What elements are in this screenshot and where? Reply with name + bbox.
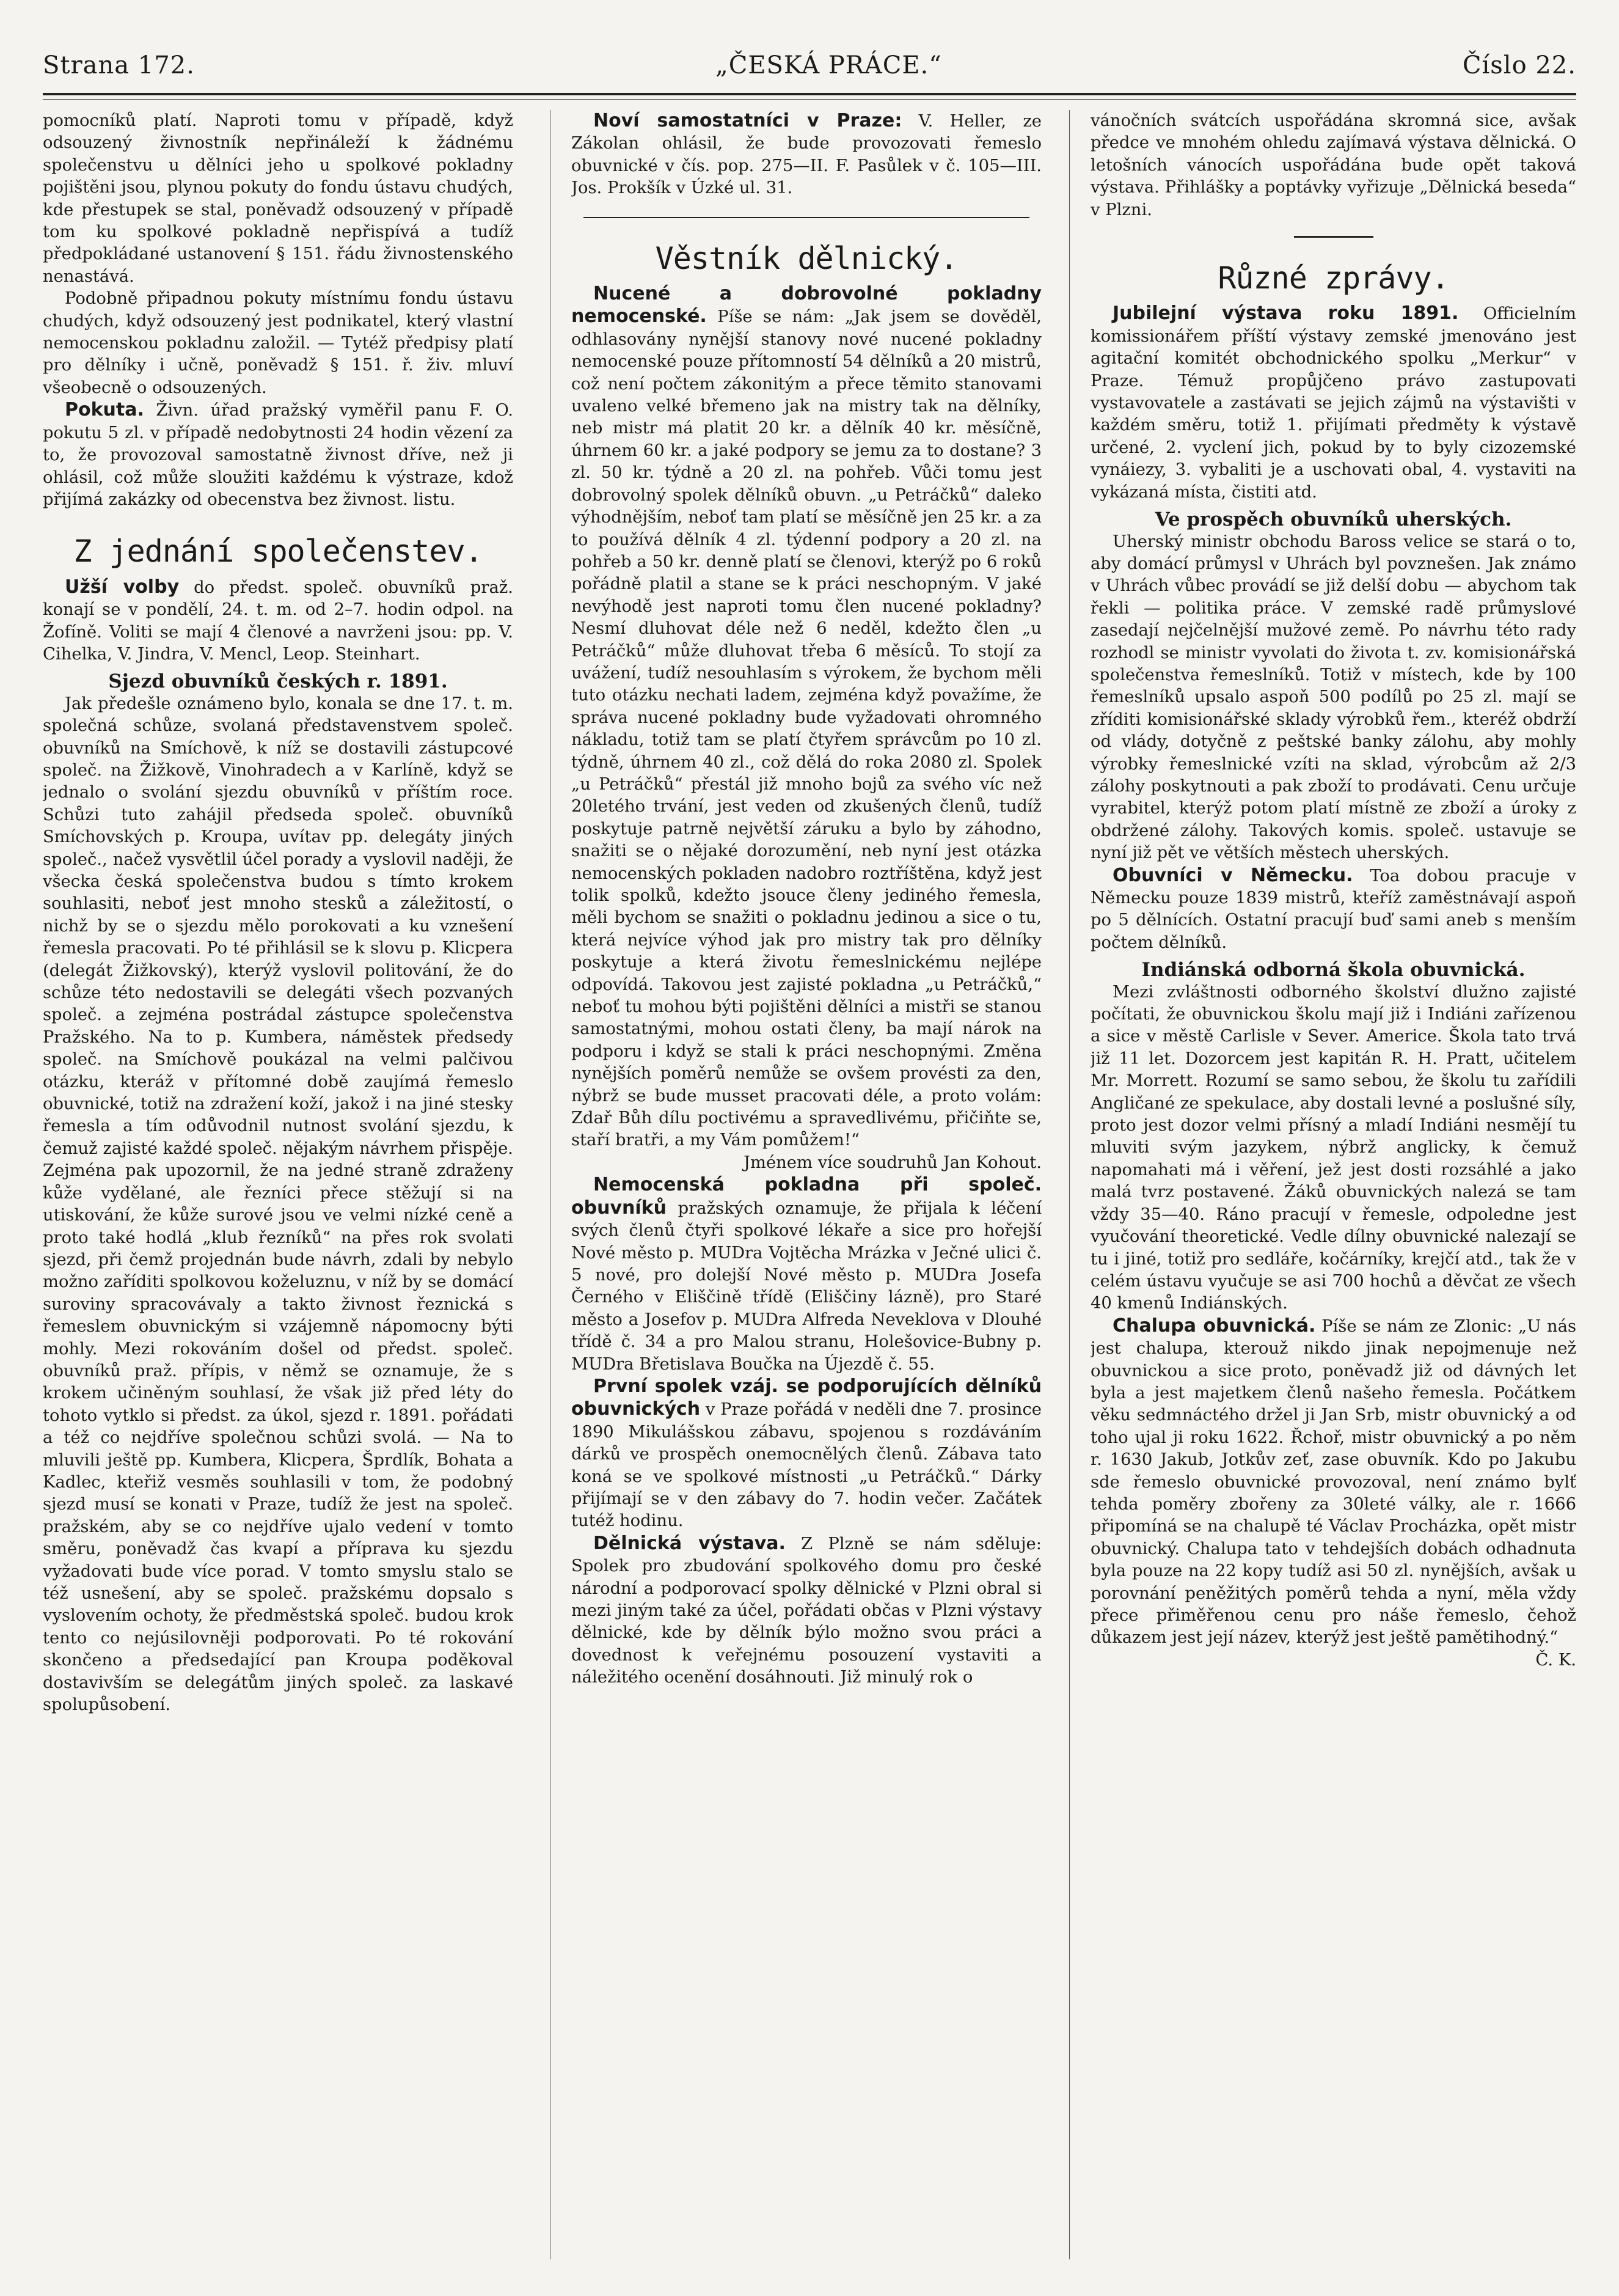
article-nemocenska-pokladna xyxy=(571,1174,1042,1376)
article-heading: Obuvníci v Německu. xyxy=(1113,864,1353,886)
article-pokuta xyxy=(43,399,513,511)
page-header xyxy=(43,38,1576,93)
separator-rule xyxy=(1294,236,1373,238)
column-3 xyxy=(1091,110,1576,2272)
article-heading: Dělnická výstava. xyxy=(593,1532,786,1554)
article-heading: První spolek vzáj. se podporujících dělníků obuvnických xyxy=(571,1375,1042,1420)
article-text: pražských oznamuje, že přijala k léčení svých členů čtyři spolkové lékaře a sice pro hořejší Nové město p. MUDra Vojtěcha Mrázka v Ječné ulici č. 5 nové, pro dolejší Nové město p. MUDra Josefa Černého v Eliščině třídě (Eliščiny lázně), pro Staré město a Josefov p. MUDra Alfreda Neveklova v Dlouhé třídě č. 34 a pro Malou stranu, Holešovice-Bubny p. MUDra Břetislava Boučka na Újezdě č. 55. xyxy=(571,1198,1042,1374)
article-text: Toa dobou pracuje v Německu pouze 1839 mistrů, kteříž zaměstnávají aspoň po 5 dělnících. Ostatní pracují buď sami aneb s menším počtem dělníků. xyxy=(1091,866,1576,952)
article-heading: Pokuta. xyxy=(65,399,144,421)
article-heading: Chalupa obuvnická. xyxy=(1113,1315,1316,1337)
article-text: Mezi zvláštnosti odborného školství dlužno zajisté počítati, že obuvnickou školu mají již i Indiáni zařízenou a sice v městě Carlisle v Sever. Americe. Škola tato trvá již 11 let. Dozorcem jest kapitán R. H. Pratt, učitelem Mr. Morrett. Rozumí se samo sebou, že školu tu zařídili Angličané ze spekulace, aby dostali levné a poslušné síly, proto jest dozor velmi přísný a mladí Indiáni nesmějí tu mluviti svým jazykem, nýbrž anglicky, k čemuž napomahati má i věření, jež jest dosti rozsáhlé a jako malá tvrz postavené. Žáků obuvnických nalezá se tam vždy 35—40. Ráno pracují v řemesle, odpoledne jest vyučování theoretické. Vedle dílny obuvnické nalezají se tu i jiné, totiž pro sedláře, kočárníky, krejčí atd., tak že v celém ústavu vyučuje se asi 700 hochů a děvčat ze všech 40 kmenů Indiánských. xyxy=(1091,982,1576,1313)
article-obuvnici-nemecko xyxy=(1091,865,1576,955)
article-text: Uherský ministr obchodu Baross velice se stará o to, aby domácí průmysl v Uhrách byl povznešen. Jak známo v Uhrách vůbec provádí se již delší dobu — abychom tak řekli — politika práce. V zemské radě průmyslové zasedají nejčelnější mužové země. Po návrhu této rady rozhodl se ministr vyvolati do života t. zv. komisionářská společenstva řemeslníků. Totiž v místech, kde by 100 řemeslníků upsalo aspoň 500 podílů po 25 zl. mají se zříditi komisionářské sklady výrobků řem., kteréž obdrží od vlády, dotyčně z peštské banky zálohu, aby mohly výrobky řemeslnické vzíti na sklad, výrobcům až 2/3 zálohy poskytnouti a pak zboží to prodávati. Cenu určuje vyrabitel, kterýž potom platí místně ze zboží a úroky z obdržené zálohy. Takových komis. společ. ustavuje se nyní již pět ve větších městech uherských. xyxy=(1091,532,1576,863)
signature: Č. K. xyxy=(1535,1650,1576,1670)
section-heading: Věstník dělnický. xyxy=(655,240,958,276)
article-uzsi-volby xyxy=(43,576,513,666)
article-delnicka-vystava xyxy=(571,1533,1042,1689)
paragraph: pomocníků platí. Naproti tomu v případě, když odsouzený živnostník nepřináleží k žádnému společenstvu u dělníci jeho u spolkové pokladny pojištěni jsou, plynou pokuty do fondu ústavu chudých, kde přestupek se stal, poněvadž odsouzený v případě tom ku spolkové pokladně nepřispívá a tudíž předpokládané ustanovení § 151. řádu živnostenského nenastává. xyxy=(43,111,513,286)
article-novi-samostatnici xyxy=(571,110,1042,200)
article-text: Píše se nám: „Jak jsem se dověděl, odhlasovány nynější stanovy nové nucené pokladny nemocenské pouze přítomností 54 dělníků a 20 mistrů, což není počtem zákonitým a přece těmito stanovami uvaleno velké břemeno jak na mistry tak na dělníky, neb mistr má platit 20 kr. a dělník 40 kr. měsíčně, úhrnem 60 kr. a jaké podpory se jemu za to dostane? 3 zl. 50 kr. týdně a 20 zl. na pohřeb. Vůči tomu jest dobrovolný spolek dělníků obuvn. „u Petráčků“ daleko výhodnějším, neboť tam platí se měsíčně jen 25 kr. a za to používá dělník 4 zl. týdenní podpory a 20 zl. na pohřeb a 50 kr. denně platí se členovi, kterýž po 6 roků pořádně platil a stane se k práci neschopným. V jaké nevýhodě jest naproti tomu člen nucené pokladny? Nesmí dluhovat déle než 6 neděl, kdežto člen „u Petráčků“ může dluhovat třeba 6 měsíců. To stojí za uvážení, tudíž nesouhlasím s výrokem, že bychom měli tuto otázku nechati ladem, zejména když považíme, že správa nucené pokladny bude vyžadovati ohromného nákladu, totiž tam se platí čtyřem správcům po 10 zl. týdně, úhrnem 40 zl., což dělá do roka 2080 zl. Spolek „u Petráčků“ přestál již mnoho bojů za svého víc než 20letého trvání, jest veden od zkušených členů, tudíž poskytuje patrně největší záruku a bylo by záhodno, snažiti se o nějaké dorozumění, neb nyní jest otázka nemocenských pokladen nadobro roztříštěna, když jest tolik spolků, kdežto jsouce členy jediného řemesla, měli bychom se snažiti o pokladnu jedinou a sice o tu, která nejvíce výhod jak pro mistry tak pro dělníky poskytuje a která životu řemeslnickému nejlépe odpovídá. Takovou jest zajisté pokladna „u Petráčků,“ neboť tu mohou býti pojištěni dělníci a mistři se stanou samostatnými, mohou ostati členy, ba mají nárok na podporu i když se stali k práci neschopnými. Změna nynějších poměrů nemůže se ovšem provésti za den, nýbrž se bude musset pracovati déle, a proto volám: Zdař Bůh dílu poctivému a spravedlivému, přičiňte se, staří bratři, a my Vám pomůžem!“ xyxy=(571,307,1042,1150)
article-text: do předst. společ. obuvníků praž. konají se v pondělí, 24. t. m. od 2–7. hodin odpol. na Žofíně. Voliti se mají 4 členové a navrženi jsou: pp. V. Cihelka, V. Jindra, V. Mencl, Leop. Steinhart. xyxy=(43,578,513,664)
article-chalupa-obuvnicka xyxy=(1091,1315,1576,1649)
article-heading: Jubilejní výstava roku 1891. xyxy=(1113,303,1459,325)
article-text: Živn. úřad pražský vyměřil panu F. O. pokutu 5 zl. v případě nedobytnosti 24 hodin vězení za to, že provozoval samostatně živnost dříve, než ji ohlásil, což může sloužiti každému k výstraze, kdož přijímá zakázky od obecenstva bez živnost. listu. xyxy=(43,401,513,509)
article-text: V. Heller, ze Zákolan ohlásil, že bude provozovati řemeslo obuvnické v čís. pop. 275—II. F. Pasůlek v č. 105—III. Jos. Prokšík v Úzké ul. 31. xyxy=(571,112,1042,198)
article-prvni-spolek xyxy=(571,1376,1042,1533)
signature: Jménem více soudruhů Jan Kohout. xyxy=(744,1153,1042,1172)
page-number: Strana 172. xyxy=(43,51,195,79)
article-heading: Nemocenská pokladna při společ. obuvníků xyxy=(571,1174,1042,1219)
article-heading: Nucené a dobrovolné pokladny nemocenské. xyxy=(571,283,1042,328)
paragraph: vánočních svátcích uspořádána skromná sice, avšak předce ve mnohém ohledu zajímavá výstava dělnická. O letošních vánocích uspořádána bude opět taková výstava. Přihlášky a poptávky vyřizuje „Dělnická beseda“ v Plzni. xyxy=(1091,111,1576,219)
article-text: Officielním komissionářem příští výstavy zemské jmenováno jest agitační komitét obchodnického spolku „Merkur“ v Praze. Témuž propůjčeno právo zastupovati vystavovatele a zastávati se jejich zájmů na výstavišti v každém směru, totiž 1. přijímati předměty k výstavě určené, 2. vyclení jich, pokud by to byly cizozemské vynáiezy, 3. vybaliti je a uschovati obal, 4. vystaviti na vykázaná místa, čistiti atd. xyxy=(1091,304,1576,502)
article-heading: Sjezd obuvníků českých r. 1891. xyxy=(108,670,448,693)
section-heading: Různé zprávy. xyxy=(1218,260,1449,296)
article-nucene-pokladny xyxy=(571,283,1042,1152)
article-heading: Noví samostatníci v Praze: xyxy=(593,110,902,131)
masthead-title: „ČESKÁ PRÁCE.“ xyxy=(715,51,942,79)
article-text: v Praze pořádá v neděli dne 7. prosince 1890 Mikulášskou zábavu, spojenou s rozdáváním dárků ve prospěch onemocnělých členů. Zábava tato koná se ve spolkové místnosti „u Petráčků.“ Dárky přijímají se v den zábavy do 7. hodin večer. Začátek tutéž hodinu. xyxy=(571,1400,1042,1531)
column-1 xyxy=(43,110,513,2272)
separator-rule xyxy=(583,217,1029,218)
article-text: Jak předešle oznámeno bylo, konala se dne 17. t. m. společná schůze, svolaná představenstvem společ. obuvníků na Smíchově, k níž se dostavili zástupcové společ. na Žižkově, Vinohradech a v Karlíně, když se jednalo o svolání sjezdu obuvníků v příštím roce. Schůzi tuto zahájil předseda společ. obuvníků Smíchovských p. Kroupa, uvítav pp. delegáty jiných společ., načež vysvětlil účel porady a vyslovil naději, že všecka česká společenstva budou s tímto krokem souhlasiti, neboť jest mnoho stesků a záležitostí, o nichž by se o sjezdu mělo porokovati a ku vznešení řemesla pracovati. Po té přihlásil se k slovu p. Klicpera (delegát Žižkovský), kterýž vyslovil politování, že do schůze této nedostavili se delegáti všech pozvaných společ. a zejména postrádal zástupce společenstva Pražského. Na to p. Kumbera, náměstek předsedy společ. na Smíchově poukázal na velmi palčivou otázku, kteráž v přítomné době zaujímá řemeslo obuvnické, totiž na zdražení koží, jakož i na jiné stesky řemesla a tím odůvodnil nutnost svolání sjezdu, k čemuž zajisté každé společ. nějakým návrhem přispěje. Zejména pak upozornil, že na jedné straně zdraženy kůže vydělané, ale řezníci přece stěžují si na utiskování, že kůže surové jsou ve velmi nízké ceně a proto také hodlá „klub řezníků“ na přes rok svolati sjezd, při čemž projednán bude návrh, zdali by nebylo možno zaříditi spolkovou koželuznu, v níž by se domácí suroviny spracovávaly a takto živnost řeznická s řemeslem obuvnickým si vzájemně nápomocny býti mohly. Mezi rokováním došel od předst. společ. obuvníků praž. přípis, v němž se oznamuje, že s krokem učiněným souhlasí, že však již před léty do tohoto vytklo si předst. za úkol, sjezd r. 1891. pořádati a též co nejdříve společnou schůzi svolá. — Na to mluvili ještě pp. Kumbera, Klicpera, Šprdlík, Bohata a Kadlec, kteřiž vesměs souhlasili v tom, že podobný sjezd musí se konati v Praze, tudíž že jest na společ. pražském, aby se co nejdříve ujalo vedení v tomto směru, poněvadž čas kvapí a příprava ku sjezdu vyžadovati bude více porad. V tomto smyslu stalo se též usnešení, aby se společ. pražskému dopsalo s vyslovením ochoty, že předměstská společ. budou krok tento co nejúsilovněji podporovati. Po té rokování skončeno a předsedající pan Kroupa poděkoval dostavivším se delegátům jiných společ. za laskavé spolupůsobení. xyxy=(43,694,513,1715)
article-heading: Užší volby xyxy=(65,576,180,598)
column-2 xyxy=(571,110,1042,2272)
column-divider xyxy=(1069,110,1070,2259)
article-text: Píše se nám ze Zlonic: „U nás jest chalupa, kterouž nikdo jinak nepojmenuje než obuvnickou a sice proto, poněvadž již od dávných let byla a jest majetkem členů našeho řemesla. Počátkem věku sedmnáctého držel ji Jan Srb, mistr obuvnický a od toho ujal ji roku 1622. Řchoř, mistr obuvnický a po něm r. 1630 Jakub, Jotkův zeť, zase obuvník. Kdo po Jakubu sde řemeslo obuvnické provozoval, není známo bylť tehda poměry zbořeny za 30leté války, ale r. 1666 připomíná se na chalupě té Václav Procházka, opět mistr obuvnický. Chalupa tato v tehdejších dobách odhadnuta byla pouze na 22 kopy tudíž asi 50 zl. nynějších, avšak u porovnání peněžitých poměrů tehda a nyní, měla vždy přece přiměřenou cenu pro náše řemeslo, čehož důkazem jest její název, kterýž jest ještě pamětihodný.“ xyxy=(1091,1316,1576,1648)
article-text: Z Plzně se nám sděluje: Spolek pro zbudování spolkového domu pro české národní a podporovací spolky dělnické v Plzni obral si mezi jiným také za účel, pořádati občas v Plzni výstavy dělnické, kde by dělník býlo možno svou práci a dovednost k veřejnému posouzení vystaviti a náležitého ocenění dosáhnouti. Již minulý rok o xyxy=(571,1534,1042,1687)
header-rule-thin xyxy=(43,99,1576,100)
article-jubilejni-vystava xyxy=(1091,303,1576,504)
section-heading: Z jednání společenstev. xyxy=(73,534,483,570)
article-heading: Indiánská odborná škola obuvnická. xyxy=(1141,959,1526,981)
paragraph: Podobně připadnou pokuty místnímu fondu ústavu chudých, když odsouzený jest podnikatel, který vlastní nemocenskou pokladnu založil. — Tytéž předpisy platí pro dělníky i učně, poněvadž § 151. ř. živ. mluví všeobecně o odsouzených. xyxy=(43,289,513,397)
article-heading: Ve prospěch obuvníků uherských. xyxy=(1155,508,1512,531)
header-rule xyxy=(43,93,1576,95)
issue-number: Číslo 22. xyxy=(1462,51,1576,79)
